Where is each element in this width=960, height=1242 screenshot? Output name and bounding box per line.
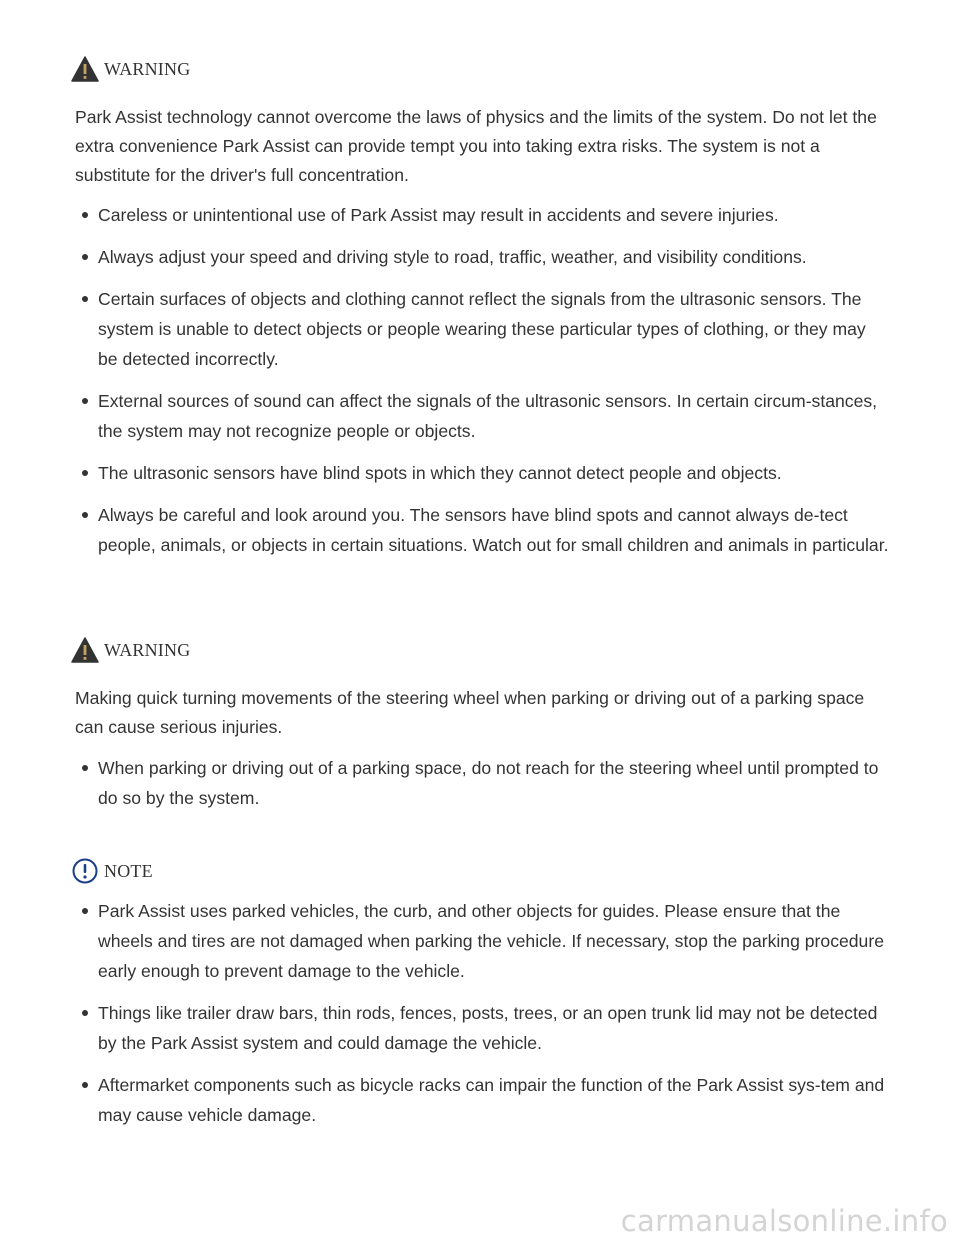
list-item: [75, 386, 890, 446]
list-item-text: The ultrasonic sensors have blind spots in which they cannot detect people and objects.: [98, 463, 782, 483]
list-item: [75, 242, 890, 272]
list-item-text: External sources of sound can affect the signals of the ultrasonic sensors. In certain circum-stances, the system may not recognize people or objects.: [98, 391, 878, 441]
bullet-dot: [82, 908, 88, 914]
bullet-dot: [82, 254, 88, 260]
list-item-text: Certain surfaces of objects and clothing cannot reflect the signals from the ultrasonic sensors. The system is unable to detect objects or people wearing these particular types of clothing, or they may be detected incorrectly.: [98, 289, 866, 369]
warning-intro-paragraph: Park Assist technology cannot overcome the laws of physics and the limits of the system. Do not let the extra convenience Park Assist can provide tempt you into taking extra risks. The system is not a substitute for the driver's full concentration.: [75, 107, 877, 185]
list-item-text: Always adjust your speed and driving style to road, traffic, weather, and visibility conditions.: [98, 247, 807, 267]
list-item-text: Things like trailer draw bars, thin rods, fences, posts, trees, or an open trunk lid may not be detected by the Park Assist system and could damage the vehicle.: [98, 1003, 878, 1053]
list-item-text: Careless or unintentional use of Park Assist may result in accidents and severe injuries.: [98, 205, 779, 225]
list-item: [75, 896, 890, 986]
note-heading: [71, 855, 153, 887]
list-item: [75, 753, 890, 813]
list-item: [75, 998, 890, 1058]
list-item: [75, 1070, 890, 1130]
list-item-text: When parking or driving out of a parking space, do not reach for the steering wheel until prompted to do so by the system.: [98, 758, 879, 808]
warning-label: WARNING: [104, 639, 191, 660]
note-label: NOTE: [104, 860, 153, 881]
bullet-dot: [82, 1082, 88, 1088]
warning-triangle-icon: [71, 55, 99, 83]
bullet-dot: [82, 398, 88, 404]
bullet-dot: [82, 470, 88, 476]
bullet-dot: [82, 212, 88, 218]
warning-triangle-icon: [71, 636, 99, 664]
list-item-text: Park Assist uses parked vehicles, the curb, and other objects for guides. Please ensure that the wheels and tires are not damaged when parking the vehicle. If necessary, stop the parking procedure early enough to prevent damage to the vehicle.: [98, 901, 884, 981]
warning-heading-2: [71, 634, 190, 666]
warning-bullet-list-2: [75, 753, 890, 825]
warning-heading-1: [71, 53, 190, 85]
list-item: [75, 500, 890, 560]
list-item: [75, 200, 890, 230]
exclamation-circle-icon: [71, 857, 99, 885]
note-bullet-list: [75, 896, 890, 1142]
bullet-dot: [82, 1010, 88, 1016]
bullet-dot: [82, 296, 88, 302]
bullet-dot: [82, 512, 88, 518]
warning-bullet-list-1: [75, 200, 890, 572]
warning-intro-paragraph: Making quick turning movements of the steering wheel when parking or driving out of a parking space can cause serious injuries.: [75, 688, 865, 737]
warning-label: WARNING: [104, 58, 191, 79]
list-item-text: Always be careful and look around you. The sensors have blind spots and cannot always de-tect people, animals, or objects in certain situations. Watch out for small children and animals in particular.: [98, 505, 889, 555]
list-item: [75, 284, 890, 374]
list-item: [75, 458, 890, 488]
list-item-text: Aftermarket components such as bicycle racks can impair the function of the Park Assist sys-tem and may cause vehicle damage.: [98, 1075, 885, 1125]
watermark: carmanualsonline.info: [620, 1204, 948, 1238]
bullet-dot: [82, 765, 88, 771]
